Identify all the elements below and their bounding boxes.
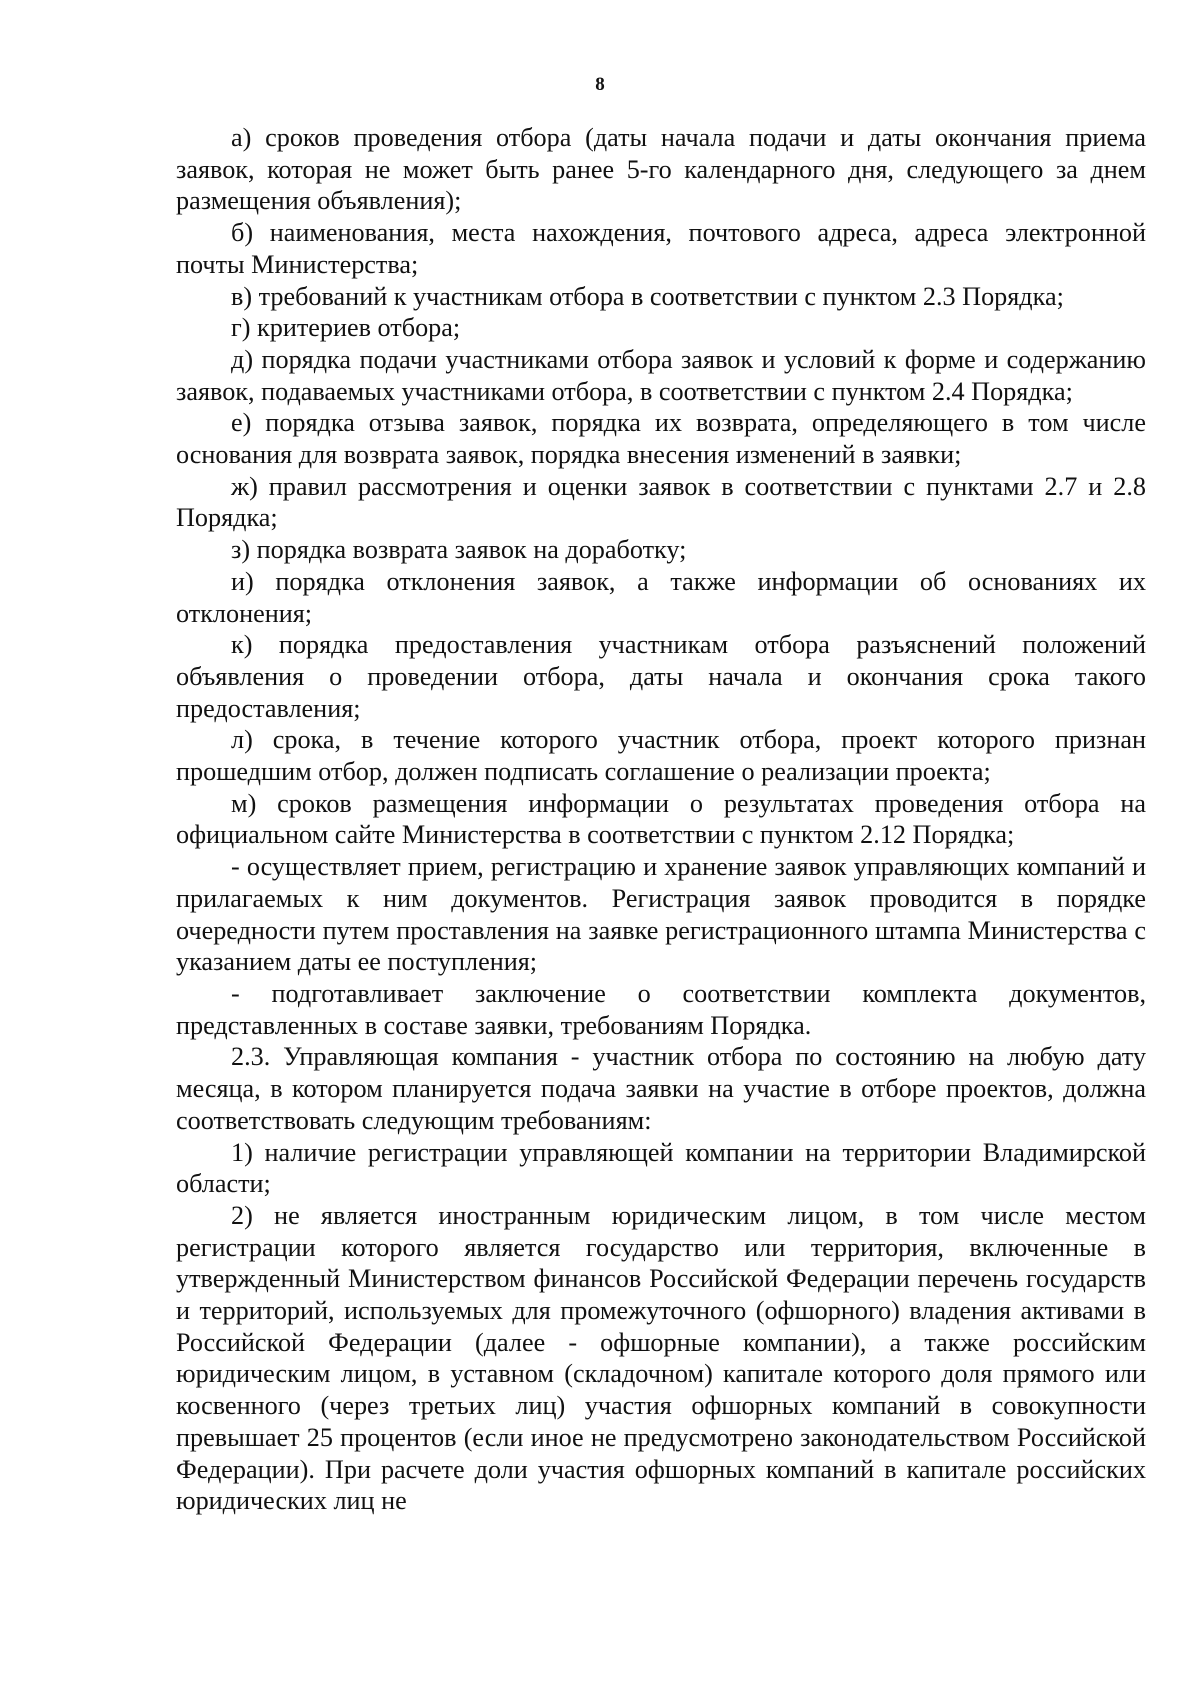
paragraph-b: б) наименования, места нахождения, почтового адреса, адреса электронной почты Министерства; <box>176 218 1146 279</box>
paragraph-m: м) сроков размещения информации о результатах проведения отбора на официальном сайте Министерства в соответствии с пунктом 2.12 Порядка; <box>176 788 1146 850</box>
paragraph-l: л) срока, в течение которого участник отбора, проект которого признан прошедшим отбор, должен подписать соглашение о реализации проекта; <box>176 725 1146 787</box>
paragraph-v: в) требований к участникам отбора в соответствии с пунктом 2.3 Порядка; <box>231 281 1064 311</box>
paragraph-a: а) сроков проведения отбора (даты начала подачи и даты окончания приема заявок, которая не может быть ранее 5-го календарного дня, следующего за днем размещения объявления); <box>176 123 1146 216</box>
document-body <box>176 122 1146 1517</box>
paragraph-2-3: 2.3. Управляющая компания - участник отбора по состоянию на любую дату месяца, в котором планируется подача заявки на участие в отборе проектов, должна соответствовать следующим требованиям: <box>176 1042 1146 1135</box>
paragraph-conclusion: - подготавливает заключение о соответствии комплекта документов, представленных в составе заявки, требованиям Порядка. <box>176 978 1146 1040</box>
paragraph-requirement-1: 1) наличие регистрации управляющей компании на территории Владимирской области; <box>176 1137 1146 1199</box>
paragraph-requirement-2: 2) не является иностранным юридическим лицом, в том числе местом регистрации которого является государство или территория, включенные в утвержденный Министерством финансов Российской Федерации перечень государств и территорий, используемых для промежуточного (офшорного) владения активами в Российской Федерации (далее - офшорные компании), а также российским юридическим лицом, в уставном (складочном) капитале которого доля прямого или косвенного (через третьих лиц) участия офшорных компаний в совокупности превышает 25 процентов (если иное не предусмотрено законодательством Российской Федерации). При расчете доли участия офшорных компаний в капитале российских юридических лиц не <box>176 1200 1146 1516</box>
paragraph-zh: ж) правил рассмотрения и оценки заявок в соответствии с пунктами 2.7 и 2.8 Порядка; <box>176 471 1146 533</box>
paragraph-g: г) критериев отбора; <box>231 313 461 343</box>
paragraph-k: к) порядка предоставления участникам отбора разъяснений положений объявления о проведении отбора, даты начала и окончания срока такого предоставления; <box>176 630 1146 723</box>
paragraph-e: е) порядка отзыва заявок, порядка их возврата, определяющего в том числе основания для возврата заявок, порядка внесения изменений в заявки; <box>176 408 1146 470</box>
paragraph-i: и) порядка отклонения заявок, а также информации об основаниях их отклонения; <box>176 566 1146 628</box>
paragraph-registration: - осуществляет прием, регистрацию и хранение заявок управляющих компаний и прилагаемых к ним документов. Регистрация заявок проводится в порядке очередности путем проставления на заявке регистрационного штампа Министерства с указанием даты ее поступления; <box>176 852 1146 977</box>
paragraph-z: з) порядка возврата заявок на доработку; <box>231 535 687 565</box>
page-number: 8 <box>595 74 605 95</box>
paragraph-d: д) порядка подачи участниками отбора заявок и условий к форме и содержанию заявок, подаваемых участниками отбора, в соответствии с пунктом 2.4 Порядка; <box>176 344 1146 406</box>
